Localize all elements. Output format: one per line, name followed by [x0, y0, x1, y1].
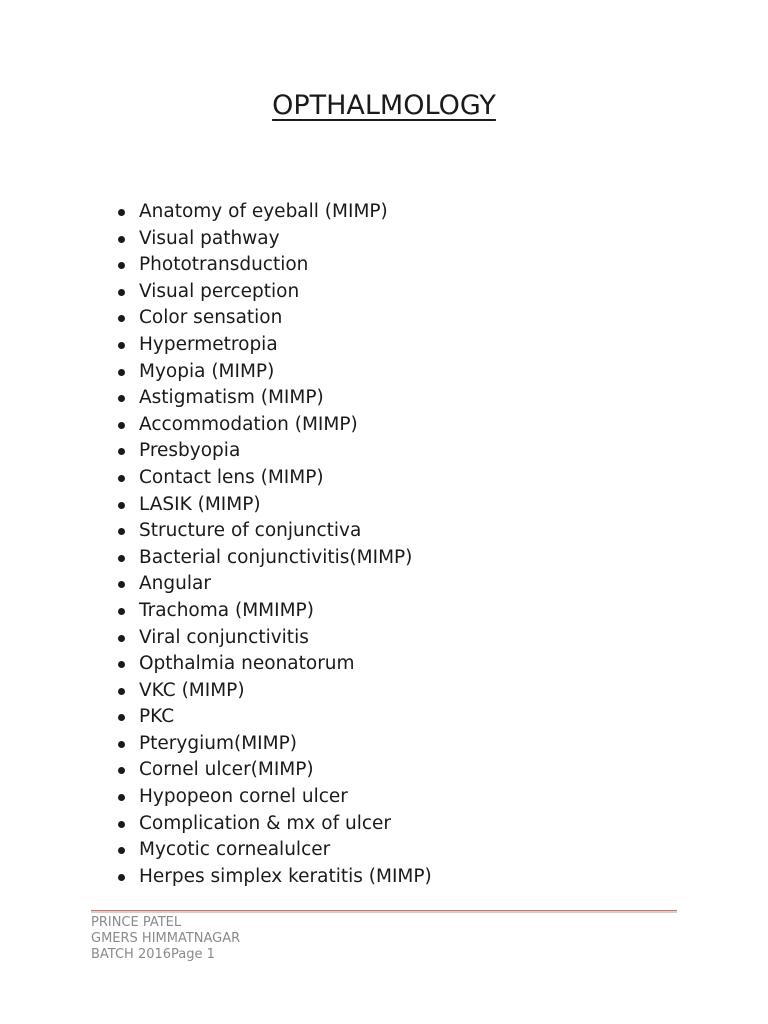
- list-item: [139, 704, 432, 731]
- topic-label: Astigmatism (MIMP): [139, 387, 324, 409]
- list-item: [139, 837, 432, 864]
- bullet-icon: [118, 608, 125, 615]
- bullet-icon: [118, 821, 125, 828]
- topic-label: Color sensation: [139, 307, 283, 329]
- list-item: [139, 625, 432, 652]
- bullet-icon: [118, 262, 125, 269]
- list-item: [139, 731, 432, 758]
- bullet-icon: [118, 661, 125, 668]
- list-item: [139, 811, 432, 838]
- topic-label: Viral conjunctivitis: [139, 626, 309, 648]
- bullet-icon: [118, 342, 125, 349]
- topic-label: Herpes simplex keratitis (MIMP): [139, 865, 432, 887]
- bullet-icon: [118, 502, 125, 509]
- bullet-icon: [118, 741, 125, 748]
- list-item: [139, 545, 432, 572]
- topic-label: Visual pathway: [139, 227, 280, 249]
- footer-batch-page: BATCH 2016Page 1: [91, 947, 215, 962]
- bullet-icon: [118, 236, 125, 243]
- bullet-icon: [118, 794, 125, 801]
- list-item: [139, 757, 432, 784]
- list-item: [139, 784, 432, 811]
- topic-label: Myopia (MIMP): [139, 360, 275, 382]
- topic-label: Presbyopia: [139, 440, 241, 462]
- list-item: [139, 518, 432, 545]
- bullet-icon: [118, 289, 125, 296]
- topic-label: Complication & mx of ulcer: [139, 812, 391, 834]
- bullet-icon: [118, 395, 125, 402]
- bullet-icon: [118, 475, 125, 482]
- topic-label: Bacterial conjunctivitis(MIMP): [139, 546, 413, 568]
- topic-label: Pterygium(MIMP): [139, 732, 297, 754]
- list-item: [139, 438, 432, 465]
- bullet-icon: [118, 528, 125, 535]
- list-item: [139, 385, 432, 412]
- footer-institution: GMERS HIMMATNAGAR: [91, 931, 241, 946]
- list-item: [139, 571, 432, 598]
- bullet-icon: [118, 767, 125, 774]
- list-item: [139, 492, 432, 519]
- list-item: [139, 332, 432, 359]
- bullet-icon: [118, 555, 125, 562]
- list-item: [139, 359, 432, 386]
- topic-list: [139, 199, 432, 890]
- topic-label: VKC (MIMP): [139, 679, 245, 701]
- topic-label: Structure of conjunctiva: [139, 520, 362, 542]
- page-title: OPTHALMOLOGY: [272, 90, 496, 121]
- topic-label: Hypermetropia: [139, 333, 278, 355]
- topic-label: LASIK (MIMP): [139, 493, 261, 515]
- bullet-icon: [118, 369, 125, 376]
- topic-label: Angular: [139, 573, 211, 595]
- list-item: [139, 412, 432, 439]
- topic-label: Anatomy of eyeball (MIMP): [139, 201, 388, 222]
- list-item: [139, 598, 432, 625]
- bullet-icon: [118, 422, 125, 429]
- footer-divider: [91, 910, 677, 913]
- bullet-icon: [118, 209, 125, 216]
- bullet-icon: [118, 581, 125, 588]
- list-item: [139, 199, 432, 226]
- list-item: [139, 279, 432, 306]
- list-item: [139, 651, 432, 678]
- bullet-icon: [118, 714, 125, 721]
- topic-label: PKC: [139, 706, 175, 728]
- topic-label: Trachoma (MMIMP): [139, 599, 314, 621]
- page-footer: [91, 915, 240, 963]
- topic-label: Cornel ulcer(MIMP): [139, 759, 314, 781]
- list-item: [139, 678, 432, 705]
- bullet-icon: [118, 874, 125, 881]
- topic-label: Contact lens (MIMP): [139, 466, 324, 488]
- list-item: [139, 465, 432, 492]
- bullet-icon: [118, 448, 125, 455]
- topic-label: Hypopeon cornel ulcer: [139, 786, 348, 808]
- topic-label: Mycotic cornealulcer: [139, 839, 331, 861]
- topic-label: Phototransduction: [139, 254, 309, 276]
- bullet-icon: [118, 635, 125, 642]
- footer-author: PRINCE PATEL: [91, 915, 182, 930]
- list-item: [139, 305, 432, 332]
- list-item: [139, 226, 432, 253]
- topic-label: Accommodation (MIMP): [139, 413, 358, 435]
- bullet-icon: [118, 688, 125, 695]
- list-item: [139, 864, 432, 891]
- bullet-icon: [118, 315, 125, 322]
- topic-label: Opthalmia neonatorum: [139, 653, 355, 675]
- list-item: [139, 252, 432, 279]
- bullet-icon: [118, 847, 125, 854]
- topic-label: Visual perception: [139, 280, 300, 302]
